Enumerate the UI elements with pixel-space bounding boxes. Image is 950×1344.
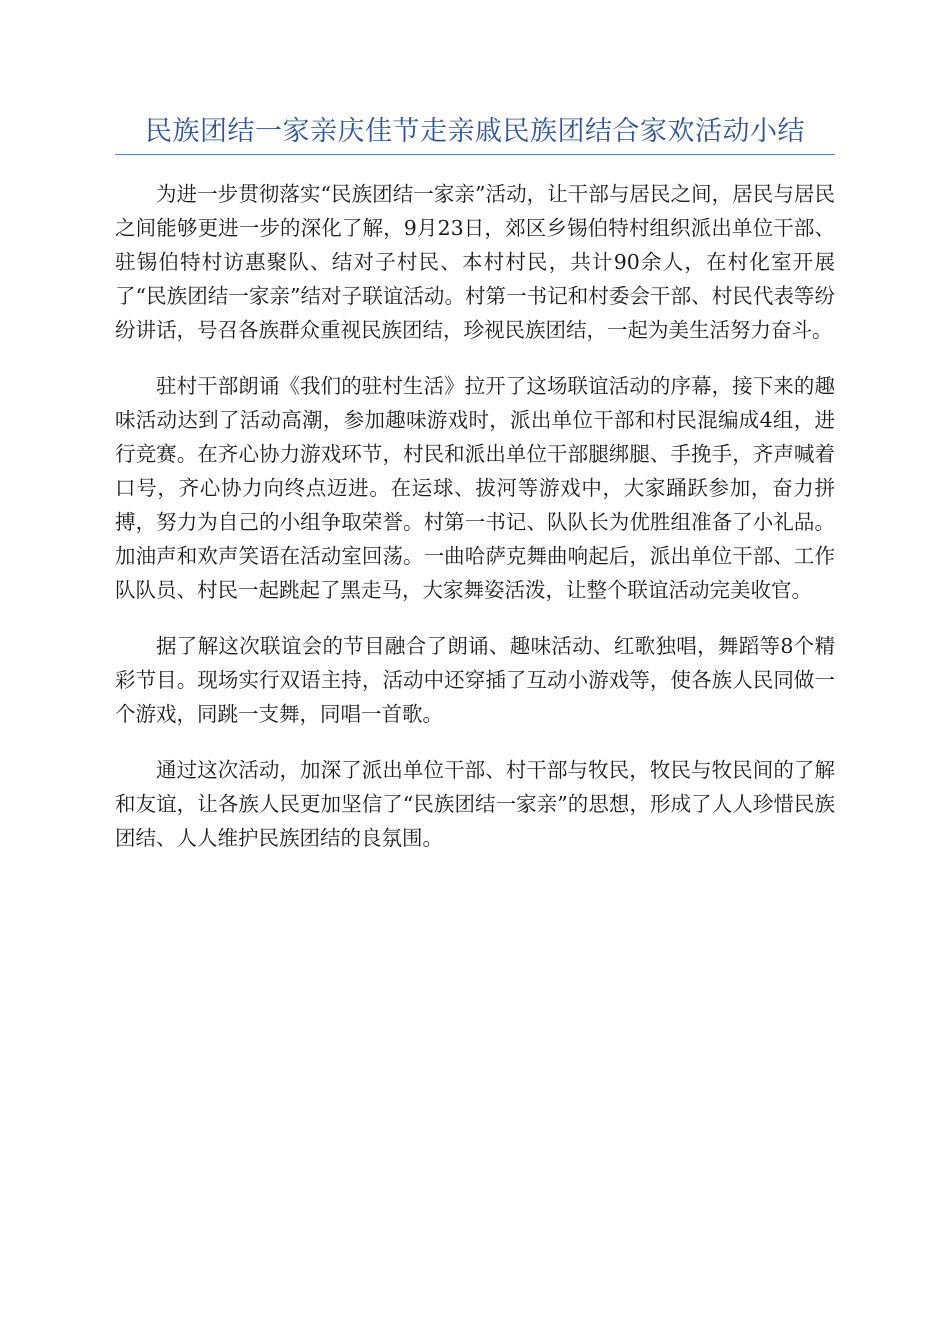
paragraph-1: 为进一步贯彻落实“民族团结一家亲”活动，让干部与居民之间，居民与居民之间能够更进一步的深化了解，9月23日，郊区乡锡伯特村组织派出单位干部、驻锡伯特村访惠聚队、结对子村民、本村村民，共计90余人，在村化室开展了“民族团结一家亲”结对子联谊活动。村第一书记和村委会干部、村民代表等纷纷讲话，号召各族群众重视民族团结，珍视民族团结，一起为美生活努力奋斗。: [115, 182, 835, 342]
document-title: 民族团结一家亲庆佳节走亲戚民族团结合家欢活动小结: [145, 116, 805, 147]
paragraph-4: 通过这次活动，加深了派出单位干部、村干部与牧民，牧民与牧民间的了解和友谊，让各族人民更加坚信了“民族团结一家亲”的思想，形成了人人珍惜民族团结、人人维护民族团结的良氛围。: [115, 758, 835, 850]
document-body: [115, 177, 835, 877]
title-underline: [115, 154, 835, 155]
paragraph-3: 据了解这次联谊会的节目融合了朗诵、趣味活动、红歌独唱，舞蹈等8个精彩节目。现场实行双语主持，活动中还穿插了互动小游戏等，使各族人民同做一个游戏，同跳一支舞，同唱一首歌。: [115, 634, 835, 726]
paragraph-2: 驻村干部朗诵《我们的驻村生活》拉开了这场联谊活动的序幕，接下来的趣味活动达到了活动高潮，参加趣味游戏时，派出单位干部和村民混编成4组，进行竞赛。在齐心协力游戏环节，村民和派出单位干部腿绑腿、手挽手，齐声喊着口号，齐心协力向终点迈进。在运球、拔河等游戏中，大家踊跃参加，奋力拼搏，努力为自己的小组争取荣誉。村第一书记、队队长为优胜组准备了小礼品。加油声和欢声笑语在活动室回荡。一曲哈萨克舞曲响起后，派出单位干部、工作队队员、村民一起跳起了黑走马，大家舞姿活泼，让整个联谊活动完美收官。: [115, 374, 835, 602]
